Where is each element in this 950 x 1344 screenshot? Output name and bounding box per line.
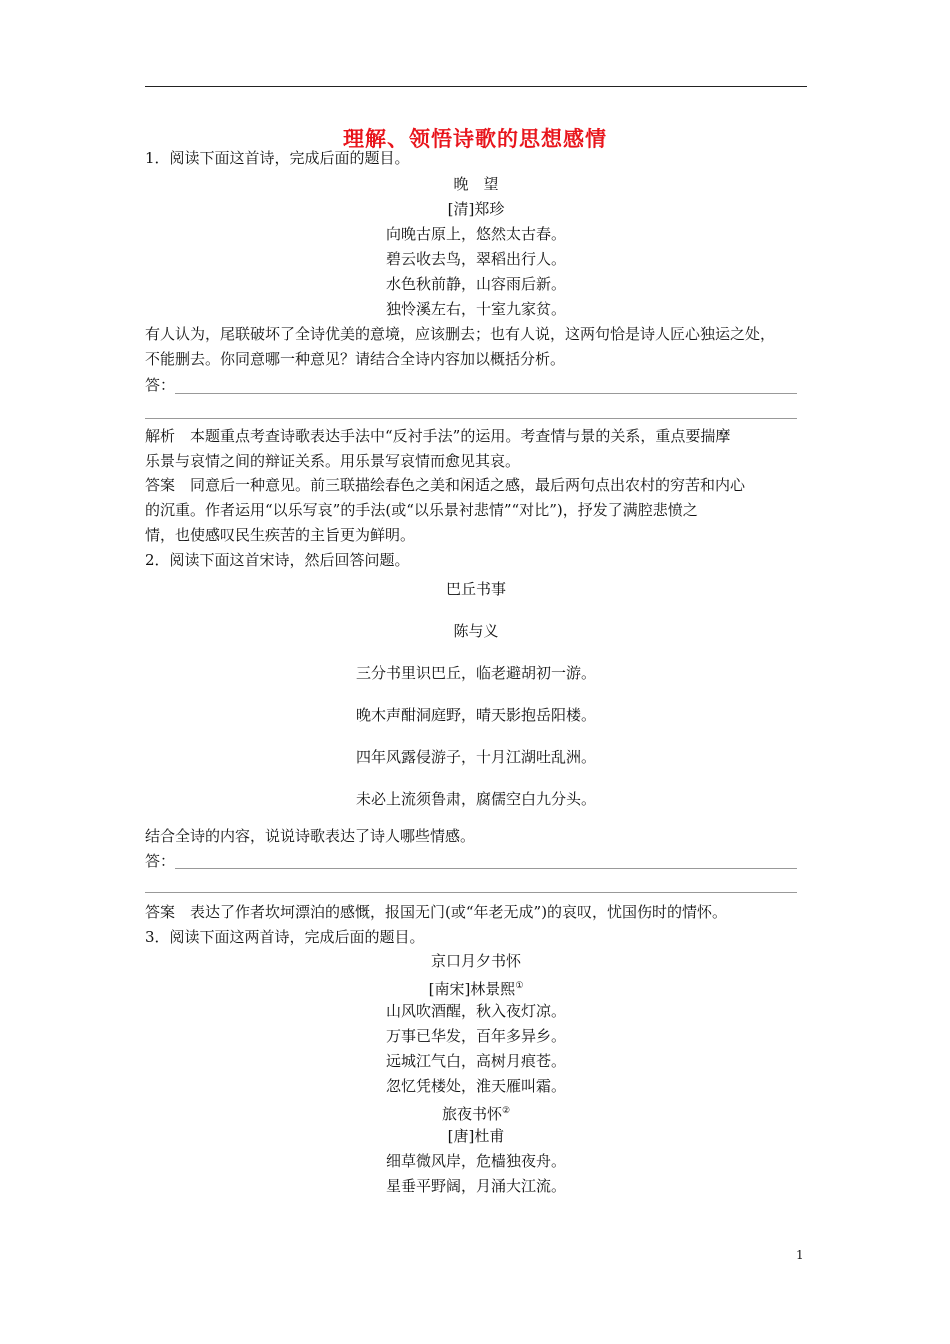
q3-poem1-title: 京口月夕书怀 (430, 952, 521, 970)
q3-poem2-author: [唐]杜甫 (447, 1127, 505, 1145)
header-rule (145, 86, 807, 87)
q2-poem-line: 未必上流须鲁肃，腐儒空白九分头。 (355, 790, 596, 808)
q1-poem-line: 向晚古原上，悠然太古春。 (385, 225, 566, 243)
q2-poem-line: 四年风露侵游子，十月江湖吐乱洲。 (355, 748, 596, 766)
q3-poem1-line: 万事已华发，百年多异乡。 (385, 1027, 566, 1045)
q3-poem2-title: 旅夜书怀② (441, 1105, 511, 1123)
q1-answer-label: 答： (145, 376, 176, 394)
footnote-marker: ① (515, 981, 524, 991)
q1-key: 情，也使感叹民生疾苦的主旨更为鲜明。 (145, 526, 416, 544)
q1-poem-title: 晚 望 (453, 175, 499, 193)
q1-question: 有人认为，尾联破坏了全诗优美的意境，应该删去；也有人说，这两句恰是诗人匠心独运之处， (145, 325, 776, 343)
q3-poem1-line: 山风吹酒醒，秋入夜灯凉。 (385, 1002, 566, 1020)
q2-poem-author: 陈与义 (453, 622, 499, 640)
page-title: 理解、领悟诗歌的思想感情 (343, 126, 607, 151)
q2-answer-line[interactable] (145, 892, 797, 893)
q1-key: 答案 同意后一种意见。前三联描绘春色之美和闲适之感，最后两句点出农村的穷苦和内心 (145, 476, 746, 494)
q3-prompt: 3．阅读下面这两首诗，完成后面的题目。 (145, 928, 425, 946)
q2-prompt: 2．阅读下面这首宋诗，然后回答问题。 (145, 551, 410, 569)
q3-poem1-author: [南宋]林景熙① (428, 980, 524, 998)
q2-answer-label: 答： (145, 852, 176, 870)
q1-poem-line: 碧云收去鸟，翠稻出行人。 (385, 250, 566, 268)
q2-question: 结合全诗的内容，说说诗歌表达了诗人哪些情感。 (145, 827, 476, 845)
q3-poem2-line: 细草微风岸，危樯独夜舟。 (385, 1152, 566, 1170)
q1-poem-line: 独怜溪左右，十室九家贫。 (385, 300, 566, 318)
q1-poem-author: [清]郑珍 (447, 200, 505, 218)
q2-poem-line: 三分书里识巴丘，临老避胡初一游。 (355, 664, 596, 682)
q1-answer-line[interactable] (145, 418, 797, 419)
page-number: 1 (796, 1248, 804, 1262)
footnote-marker: ② (501, 1106, 511, 1116)
q1-question: 不能删去。你同意哪一种意见？请结合全诗内容加以概括分析。 (145, 350, 566, 368)
q2-poem-line: 晚木声酣洞庭野，晴天影抱岳阳楼。 (355, 706, 596, 724)
q1-analysis: 乐景与哀情之间的辩证关系。用乐景写哀情而愈见其哀。 (145, 452, 521, 470)
q3-poem1-line: 远城江气白，高树月痕苍。 (385, 1052, 566, 1070)
q2-key: 答案 表达了作者坎坷漂泊的感慨，报国无门(或“年老无成”)的哀叹，忧国伤时的情怀。 (145, 903, 728, 921)
q1-poem-line: 水色秋前静，山容雨后新。 (385, 275, 566, 293)
q3-poem2-line: 星垂平野阔，月涌大江流。 (385, 1177, 566, 1195)
q3-poem1-line: 忽忆凭楼处，淮天雁叫霜。 (385, 1077, 566, 1095)
q1-prompt: 1．阅读下面这首诗，完成后面的题目。 (145, 149, 410, 167)
q2-answer-line[interactable] (175, 868, 797, 869)
q2-poem-title: 巴丘书事 (445, 580, 506, 598)
q1-answer-line[interactable] (175, 393, 797, 394)
q1-analysis: 解析 本题重点考查诗歌表达手法中“反衬手法”的运用。考查情与景的关系，重点要揣摩 (145, 427, 731, 445)
q1-key: 的沉重。作者运用“以乐写哀”的手法(或“以乐景衬悲情”“对比”)，抒发了满腔悲愤之 (145, 501, 698, 519)
